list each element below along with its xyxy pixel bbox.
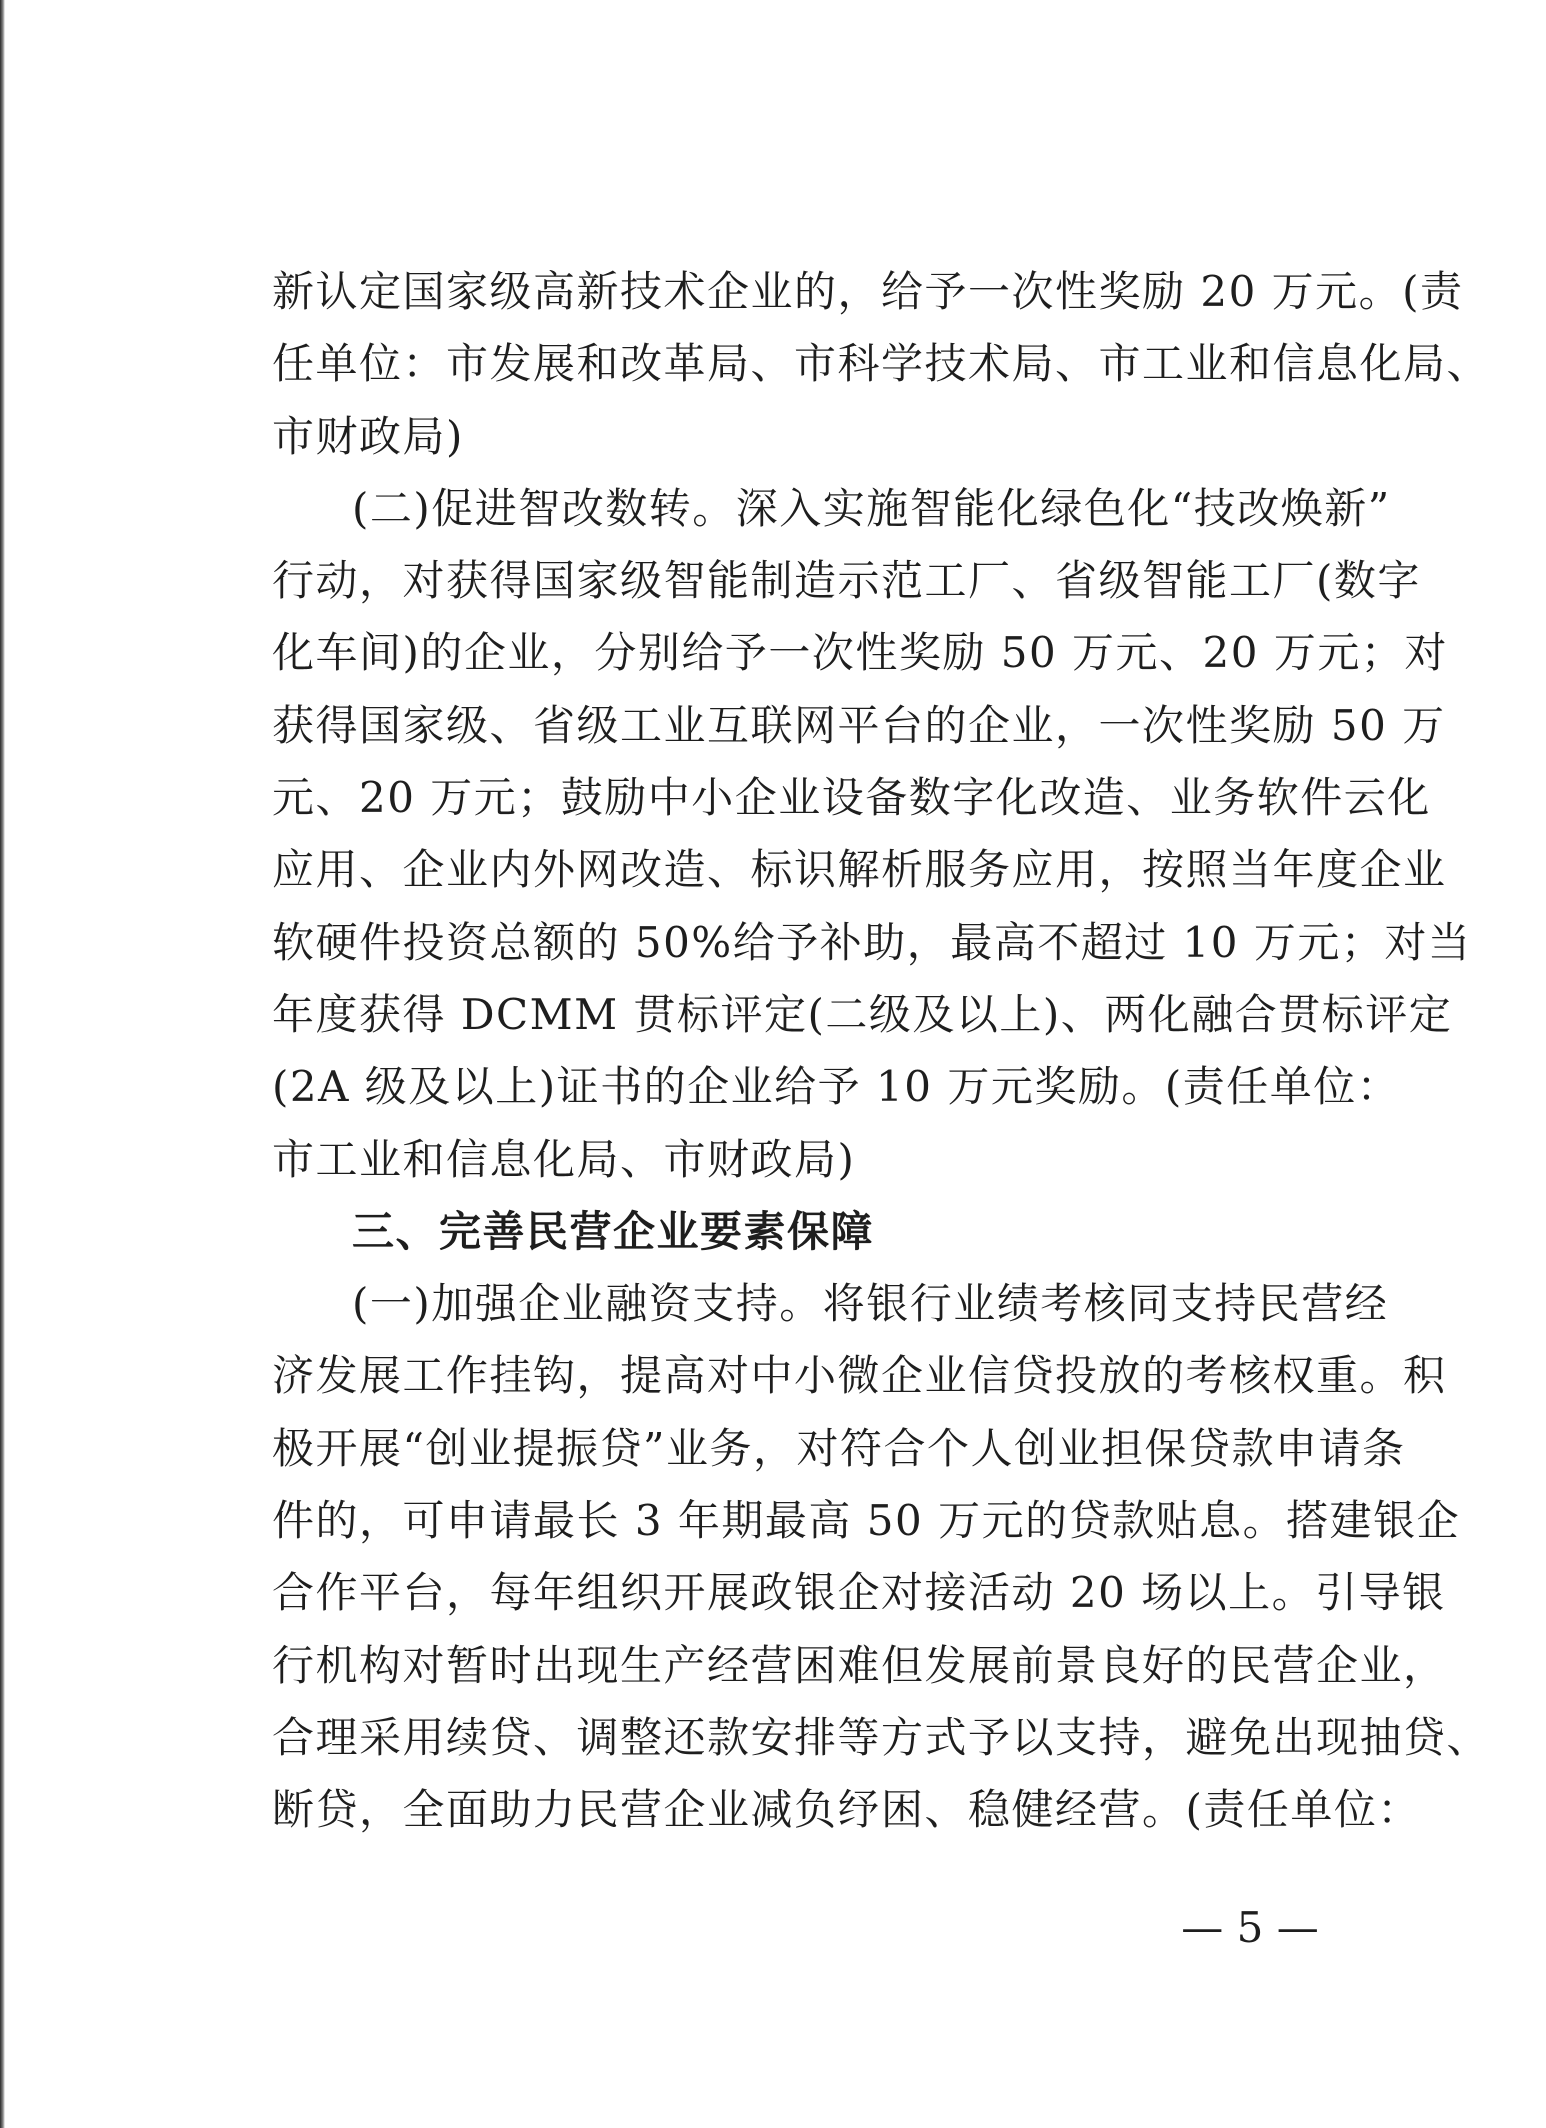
text-line: 行动，对获得国家级智能制造示范工厂、省级智能工厂(数字: [272, 556, 1421, 606]
document-body: [272, 256, 1491, 1847]
text-line: (2A 级及以上)证书的企业给予 10 万元奖励。(责任单位：: [272, 1062, 1401, 1112]
text-line: 新认定国家级高新技术企业的，给予一次性奖励 20 万元。(责: [272, 267, 1464, 316]
text-line: 市财政局): [272, 411, 464, 461]
text-line: 济发展工作挂钩，提高对中小微企业信贷投放的考核权重。积: [272, 1351, 1447, 1401]
text-line: 应用、企业内外网改造、标识解析服务应用，按照当年度企业: [272, 845, 1447, 895]
text-line: 年度获得 DCMM 贯标评定(二级及以上)、两化融合贯标评定: [272, 989, 1453, 1039]
text-line: 合理采用续贷、调整还款安排等方式予以支持，避免出现抽贷、: [272, 1712, 1491, 1762]
scan-edge-shadow: [0, 0, 5, 2128]
text-line: 件的，可申请最长 3 年期最高 50 万元的贷款贴息。搭建银企: [272, 1496, 1461, 1546]
text-line: 合作平台，每年组织开展政银企对接活动 20 场以上。引导银: [272, 1568, 1446, 1618]
section-heading: 三、完善民营企业要素保障: [352, 1206, 875, 1256]
text-line: 化车间)的企业，分别给予一次性奖励 50 万元、20 万元；对: [272, 628, 1448, 678]
text-line: 获得国家级、省级工业互联网平台的企业，一次性奖励 50 万: [272, 700, 1446, 750]
paragraph-heading-line: (一)加强企业融资支持。将银行业绩考核同支持民营经: [352, 1279, 1389, 1329]
page-number: — 5 —: [1181, 1903, 1319, 1952]
text-line: 极开展“创业提振贷”业务，对符合个人创业担保贷款申请条: [272, 1423, 1406, 1473]
text-line: 市工业和信息化局、市财政局): [272, 1134, 856, 1184]
text-line: 行机构对暂时出现生产经营困难但发展前景良好的民营企业，: [272, 1640, 1447, 1690]
text-line: 断贷，全面助力民营企业减负纾困、稳健经营。(责任单位：: [272, 1785, 1421, 1835]
text-line: 任单位：市发展和改革局、市科学技术局、市工业和信息化局、: [272, 339, 1491, 389]
text-line: 元、20 万元；鼓励中小企业设备数字化改造、业务软件云化: [272, 773, 1431, 823]
paragraph-heading-line: (二)促进智改数转。深入实施智能化绿色化“技改焕新”: [352, 483, 1391, 533]
text-line: 软硬件投资总额的 50%给予补助，最高不超过 10 万元；对当: [272, 917, 1472, 967]
